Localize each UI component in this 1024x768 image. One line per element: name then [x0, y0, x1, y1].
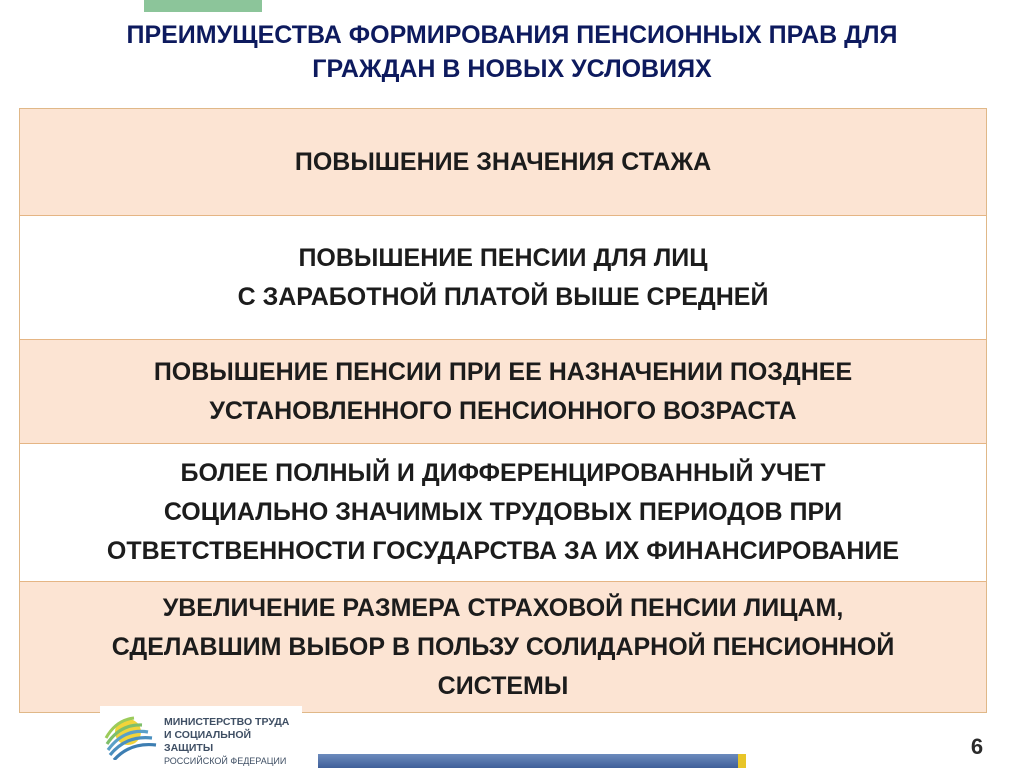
benefit-line: СОЦИАЛЬНО ЗНАЧИМЫХ ТРУДОВЫХ ПЕРИОДОВ ПРИ — [163, 498, 843, 526]
top-accent-bar — [144, 0, 262, 12]
benefit-line: ПОВЫШЕНИЕ ПЕНСИИ ПРИ ЕЕ НАЗНАЧЕНИИ ПОЗДНЕЕ — [153, 357, 853, 386]
page-number: 6 — [970, 734, 984, 759]
slide-title-line-1: ПРЕИМУЩЕСТВА ФОРМИРОВАНИЯ ПЕНСИОННЫХ ПРАВ ДЛЯ — [126, 21, 898, 49]
ministry-name — [164, 716, 302, 768]
benefit-text — [295, 143, 711, 182]
ministry-emblem-icon — [104, 710, 160, 760]
benefit-text — [238, 239, 769, 317]
ministry-logo — [100, 706, 302, 764]
benefit-line: ПОВЫШЕНИЕ ПЕНСИИ ДЛЯ ЛИЦ — [298, 243, 708, 272]
benefit-text — [107, 454, 899, 571]
slide-title — [40, 18, 984, 86]
ministry-name-line-1: МИНИСТЕРСТВО ТРУДА — [164, 716, 290, 728]
benefit-line: СДЕЛАВШИМ ВЫБОР В ПОЛЬЗУ СОЛИДАРНОЙ ПЕНСИОННОЙ — [111, 632, 895, 661]
benefits-table — [19, 108, 987, 713]
benefit-line: ОТВЕТСТВЕННОСТИ ГОСУДАРСТВА ЗА ИХ ФИНАНСИРОВАНИЕ — [106, 537, 900, 565]
benefit-line: УСТАНОВЛЕННОГО ПЕНСИОННОГО ВОЗРАСТА — [209, 396, 797, 425]
bottom-bar — [318, 754, 738, 768]
slide-title-line-2: ГРАЖДАН В НОВЫХ УСЛОВИЯХ — [312, 55, 712, 83]
ministry-name-line-2: И СОЦИАЛЬНОЙ ЗАЩИТЫ — [164, 729, 252, 754]
bottom-bar-accent — [738, 754, 746, 768]
benefit-line: ПОВЫШЕНИЕ ЗНАЧЕНИЯ СТАЖА — [294, 147, 712, 176]
benefit-row — [20, 581, 986, 712]
ministry-name-line-3: РОССИЙСКОЙ ФЕДЕРАЦИИ — [164, 756, 287, 766]
benefit-line: СИСТЕМЫ — [437, 671, 569, 700]
benefit-line: С ЗАРАБОТНОЙ ПЛАТОЙ ВЫШЕ СРЕДНЕЙ — [237, 282, 769, 311]
benefit-line: БОЛЕЕ ПОЛНЫЙ И ДИФФЕРЕНЦИРОВАННЫЙ УЧЕТ — [180, 459, 826, 487]
benefit-row — [20, 443, 986, 581]
benefit-row — [20, 339, 986, 443]
benefit-text — [112, 589, 895, 706]
benefit-line: УВЕЛИЧЕНИЕ РАЗМЕРА СТРАХОВОЙ ПЕНСИИ ЛИЦАМ, — [162, 593, 844, 622]
benefit-row — [20, 215, 986, 339]
benefit-row — [20, 109, 986, 215]
benefit-text — [154, 353, 852, 431]
